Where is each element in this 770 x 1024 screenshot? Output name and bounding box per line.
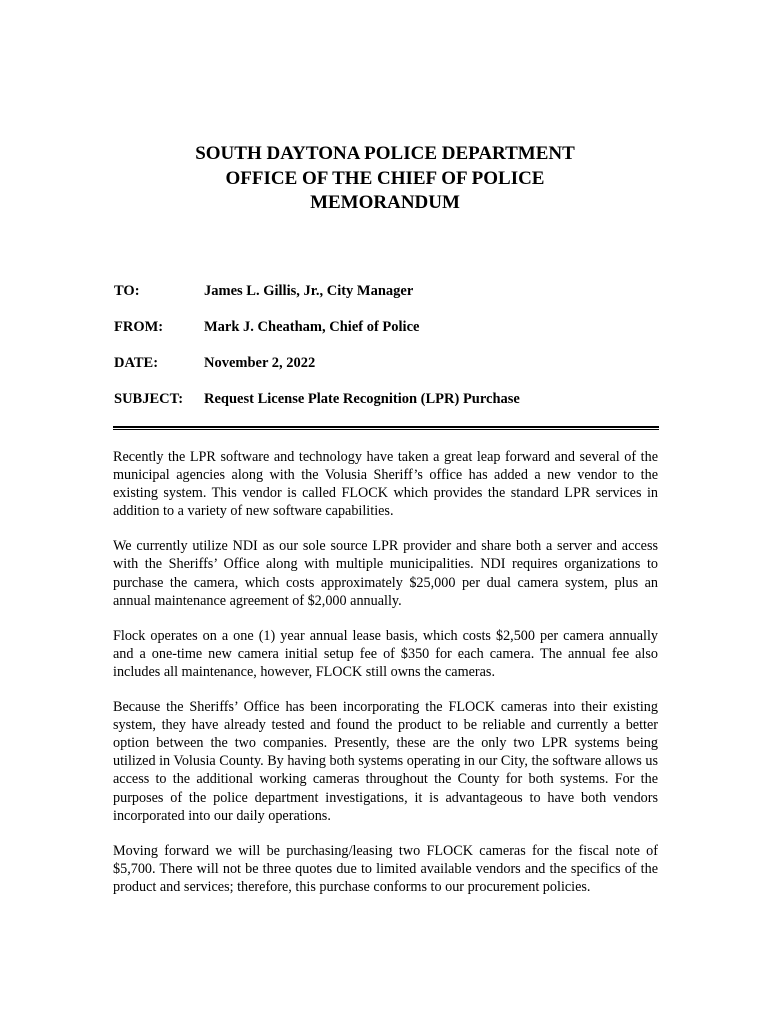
body-paragraph: We currently utilize NDI as our sole source LPR provider and share both a server and access with the Sheriffs’ Office along with multiple municipalities. NDI requires organizations to purchase the camera, which costs approximately $25,000 per dual camera system, plus an annual maintenance agreement of $2,000 annually.: [113, 538, 658, 609]
body-paragraph: Flock operates on a one (1) year annual lease basis, which costs $2,500 per camera annually and a one-time new camera initial setup fee of $350 for each camera. The annual fee also includes all maintenance, however, FLOCK still owns the cameras.: [113, 627, 658, 680]
to-label: TO:: [114, 283, 140, 299]
date-label: DATE:: [114, 355, 159, 371]
from-label: FROM:: [114, 319, 164, 335]
date-value: November 2, 2022: [204, 355, 316, 371]
header-divider: [113, 426, 659, 430]
body-paragraph: Moving forward we will be purchasing/leasing two FLOCK cameras for the fiscal note of $5,700. There will not be three quotes due to limited available vendors and the specifics of the product and services; therefore, this purchase conforms to our procurement policies.: [113, 842, 658, 895]
memo-body: [113, 448, 658, 913]
document-type: MEMORANDUM: [310, 192, 460, 213]
subject-row: [114, 391, 674, 427]
to-row: [114, 283, 674, 319]
memo-header-fields: [114, 283, 674, 427]
to-value: James L. Gillis, Jr., City Manager: [204, 283, 414, 299]
department-name: SOUTH DAYTONA POLICE DEPARTMENT: [195, 143, 575, 164]
from-row: [114, 319, 674, 355]
subject-value: Request License Plate Recognition (LPR) Purchase: [204, 391, 520, 407]
memo-heading: [0, 142, 770, 216]
from-value: Mark J. Cheatham, Chief of Police: [204, 319, 420, 335]
body-paragraph: Because the Sheriffs’ Office has been incorporating the FLOCK cameras into their existing system, they have already tested and found the product to be reliable and currently a better option between the two companies. Presently, these are the only two LPR systems being utilized in Volusia County. By having both systems operating in our City, the software allows us access to the additional working cameras throughout the County for both systems. For the purposes of the police department investigations, it is advantageous to have both vendors incorporated into our daily operations.: [113, 699, 658, 824]
date-row: [114, 355, 674, 391]
body-paragraph: Recently the LPR software and technology have taken a great leap forward and several of the municipal agencies along with the Volusia Sheriff’s office has added a new vendor to the existing system. This vendor is called FLOCK which provides the standard LPR services in addition to a variety of new software capabilities.: [113, 449, 658, 520]
office-name: OFFICE OF THE CHIEF OF POLICE: [225, 167, 545, 189]
subject-label: SUBJECT:: [114, 391, 184, 407]
